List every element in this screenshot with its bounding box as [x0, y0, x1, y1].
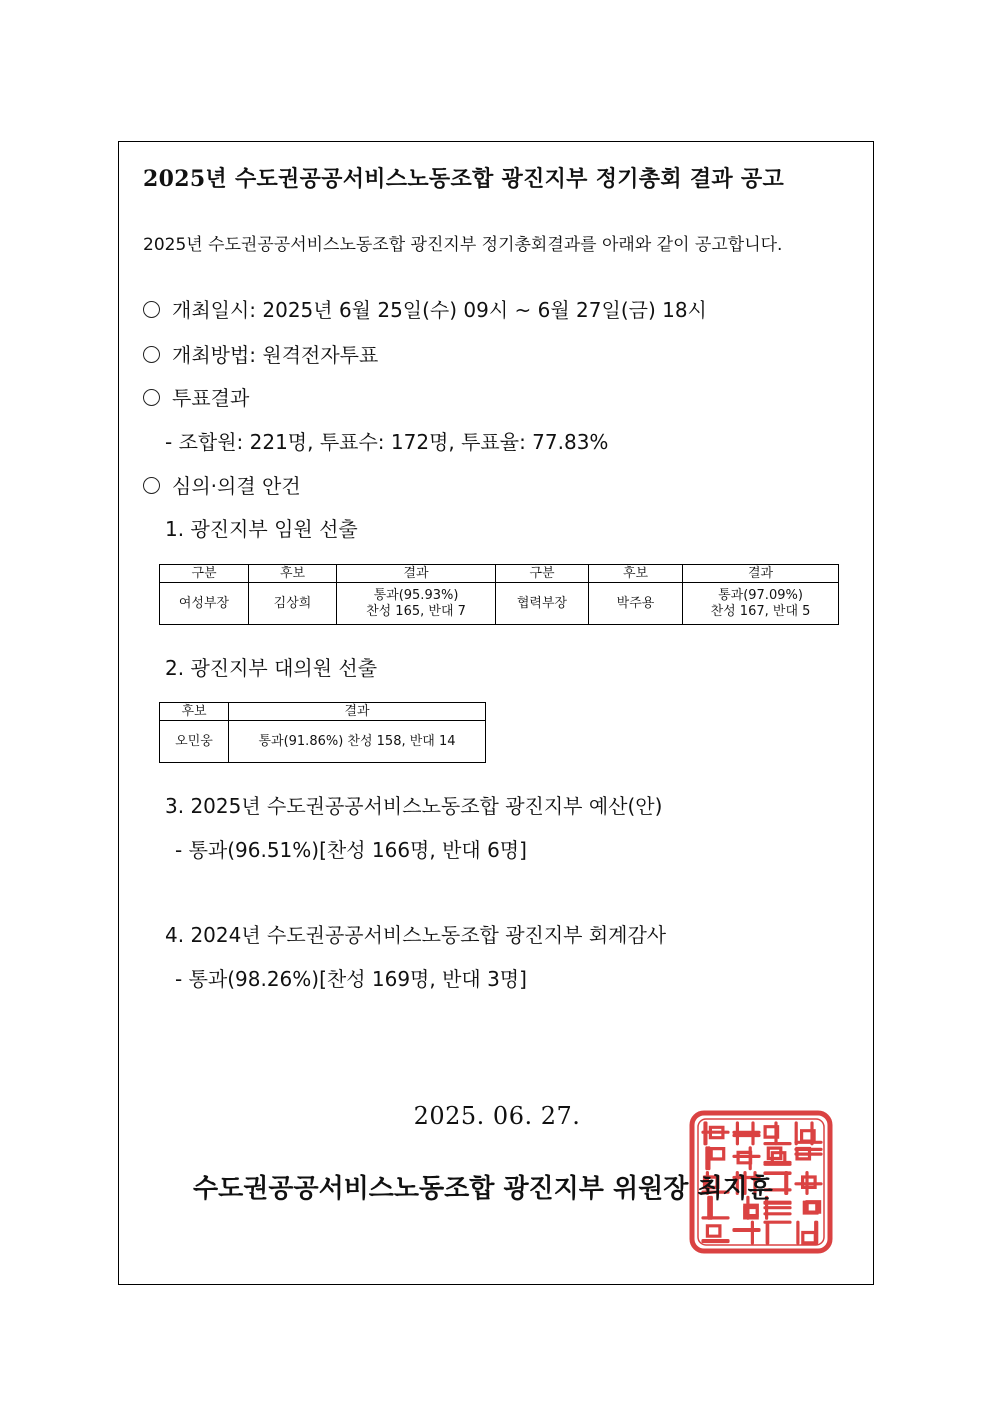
agenda1-heading: 1. 광진지부 임원 선출: [165, 517, 358, 541]
circle-bullet-icon: [143, 346, 160, 363]
header-cell: 결과: [337, 565, 496, 583]
header-cell: 결과: [683, 565, 839, 583]
circle-bullet-icon: [143, 477, 160, 494]
position-cell: 협력부장: [496, 583, 589, 625]
signature-line: 수도권공공서비스노동조합 광진지부 위원장 최지훈: [193, 1174, 773, 1204]
circle-bullet-icon: [143, 301, 160, 318]
intro-text: 2025년 수도권공공서비스노동조합 광진지부 정기총회결과를 아래와 같이 공고합니다.: [143, 235, 783, 255]
notice-frame: [118, 141, 874, 1285]
agenda3-heading: 3. 2025년 수도권공공서비스노동조합 광진지부 예산(안): [165, 794, 663, 818]
position-cell: 여성부장: [160, 583, 249, 625]
schedule-item: 개최일시: 2025년 6월 25일(수) 09시 ~ 6월 27일(금) 18시: [143, 294, 707, 323]
agenda4-heading: 4. 2024년 수도권공공서비스노동조합 광진지부 회계감사: [165, 923, 667, 947]
document-title: 2025년 수도권공공서비스노동조합 광진지부 정기총회 결과 공고: [143, 166, 785, 192]
header-cell: 구분: [496, 565, 589, 583]
agenda-item: 심의·의결 안건: [143, 470, 301, 499]
notice-date: 2025. 06. 27.: [413, 1102, 581, 1130]
candidate-cell: 박주용: [589, 583, 683, 625]
header-cell: 후보: [589, 565, 683, 583]
method-item: 개최방법: 원격전자투표: [143, 339, 378, 368]
candidate-cell: 오민웅: [160, 721, 229, 763]
agenda3-result: - 통과(96.51%)[찬성 166명, 반대 6명]: [175, 838, 527, 862]
result-cell: 통과(97.09%) 찬성 167, 반대 5: [683, 583, 839, 625]
agenda4-result: - 통과(98.26%)[찬성 169명, 반대 3명]: [175, 967, 527, 991]
header-cell: 후보: [249, 565, 337, 583]
table-row: [160, 721, 486, 763]
result-cell: 통과(95.93%) 찬성 165, 반대 7: [337, 583, 496, 625]
header-cell: 구분: [160, 565, 249, 583]
circle-bullet-icon: [143, 389, 160, 406]
table-row: [160, 583, 839, 625]
officer-election-table: [159, 564, 839, 625]
header-cell: 후보: [160, 703, 229, 721]
candidate-cell: 김상희: [249, 583, 337, 625]
agenda2-heading: 2. 광진지부 대의원 선출: [165, 656, 378, 680]
vote-result-item: 투표결과: [143, 382, 249, 411]
result-cell: 통과(91.86%) 찬성 158, 반대 14: [229, 721, 486, 763]
delegate-election-table: [159, 702, 486, 763]
vote-detail: - 조합원: 221명, 투표수: 172명, 투표율: 77.83%: [165, 430, 609, 454]
header-cell: 결과: [229, 703, 486, 721]
